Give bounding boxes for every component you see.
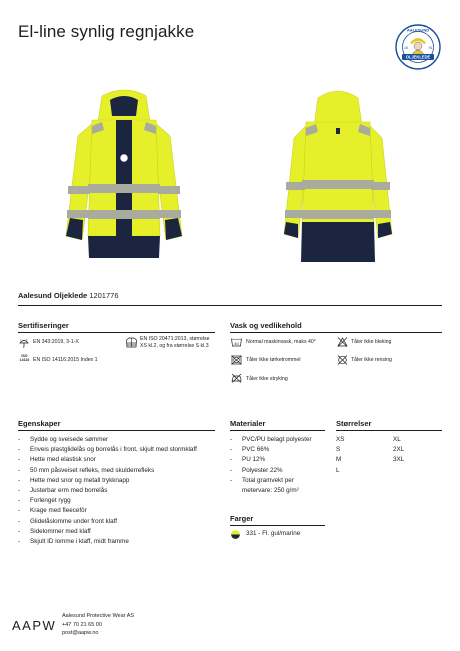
materials-heading: Materialer [230,419,266,428]
list-item: - Krage med fleecefôr [18,506,197,516]
sizes-heading: Størrelser [336,419,372,428]
list-item: - Polyester 22% [230,466,312,476]
materials-list [230,435,312,486]
svg-text:18: 18 [404,46,408,50]
color-swatch-icon [231,530,240,539]
page-title: El-line synlig regnjakke [18,22,195,41]
list-item: - Total gramvekt per [230,476,312,486]
list-item: - 50 mm påsveiset refleks, med skulderrefleks [18,466,197,476]
rain-umbrella-icon [19,338,29,348]
care-heading: Vask og vedlikehold [230,321,302,330]
list-item: - Justerbar erm med borrelås [18,486,197,496]
no-bleach-icon [337,337,348,347]
size-item: 3XL [393,456,405,464]
certifications-divider [18,332,215,333]
sizes-right-column [393,435,404,466]
product-sku: 1201776 [89,291,119,300]
list-item: - Sydde og sveisede sømmer [18,435,197,445]
jacket-back-image [282,86,394,276]
sizes-divider [336,430,442,431]
size-item: S [336,446,341,454]
properties-heading: Egenskaper [18,419,61,428]
svg-text:40: 40 [234,340,239,346]
care-no-dry-clean: Tåler ikke rensing [351,357,392,363]
list-item: - PU 12% [230,455,312,465]
list-item: - Forlenget rygg [18,496,197,506]
colors-heading: Farger [230,514,254,523]
size-item: 2XL [393,446,405,454]
footer-phone[interactable]: +47 70 21 65 00 [62,621,102,628]
svg-text:91: 91 [428,46,433,50]
size-item: XS [336,436,345,443]
footer-logo: AAPW [12,618,57,633]
divider [18,305,442,306]
list-item: - Skjult ID lomme i klaff, midt framme [18,537,197,547]
size-item: M [336,456,342,464]
cert-en20471: EN ISO 20471:2013, størrelse XS kl.2, og fra størrelse S kl.3 [140,336,210,349]
care-wash: Normal maskinvask, maks 40° [246,339,316,345]
no-tumble-dry-icon [231,355,242,365]
properties-divider [18,430,215,431]
list-item: - Glidelåslomme under front klaff [18,517,197,527]
hi-vis-jacket-icon [126,337,137,348]
list-item: - Hette med snor og metall trykknapp [18,476,197,486]
list-item: - Sidelommer med klaff [18,527,197,537]
footer-email[interactable]: post@aapw.no [62,630,99,636]
brand-logo-icon [395,24,441,70]
care-divider [230,332,442,333]
color-option: 331 - Fl. gul/marine [246,530,301,537]
list-item: - Enveis plastglidelås og borrelås i front, skjult med stormklaff [18,445,197,455]
sizes-left-column [336,435,344,476]
iso-14116-icon: ISO 14116 [19,354,30,363]
colors-divider [230,525,325,526]
list-item: - Hette med elastisk snor [18,455,197,465]
wash-40-icon [231,337,242,347]
materials-weight-value: metervare: 250 g/m² [242,487,299,494]
no-dry-clean-icon [337,355,348,365]
care-no-iron: Tåler ikke stryking [246,376,288,382]
cert-en343: EN 343:2019, 3-1-X [33,339,79,345]
size-item: XL [393,436,401,443]
svg-text:AALESUND: AALESUND [406,27,430,33]
footer-contact [62,612,134,638]
care-no-bleach: Tåler ikke bleking [351,339,392,345]
list-item: - PVC/PU belagt polyester [230,435,312,445]
cert-iso14116: EN ISO 14116:2015 Index 1 [33,357,98,363]
brand-name: Aalesund Oljeklede [18,291,88,300]
properties-list [18,435,197,547]
size-item: L [336,466,340,474]
no-iron-icon [231,373,242,383]
footer-company: Aalesund Protective Wear AS [62,613,135,619]
care-no-tumble-dry: Tåler ikke tørketrommel [246,357,301,363]
list-item: - PVC 66% [230,445,312,455]
product-brand-line [18,291,119,300]
jacket-front-image [64,86,184,276]
svg-text:OLJEKLEDE: OLJEKLEDE [405,54,431,60]
certifications-heading: Sertifiseringer [18,321,69,330]
materials-divider [230,430,325,431]
